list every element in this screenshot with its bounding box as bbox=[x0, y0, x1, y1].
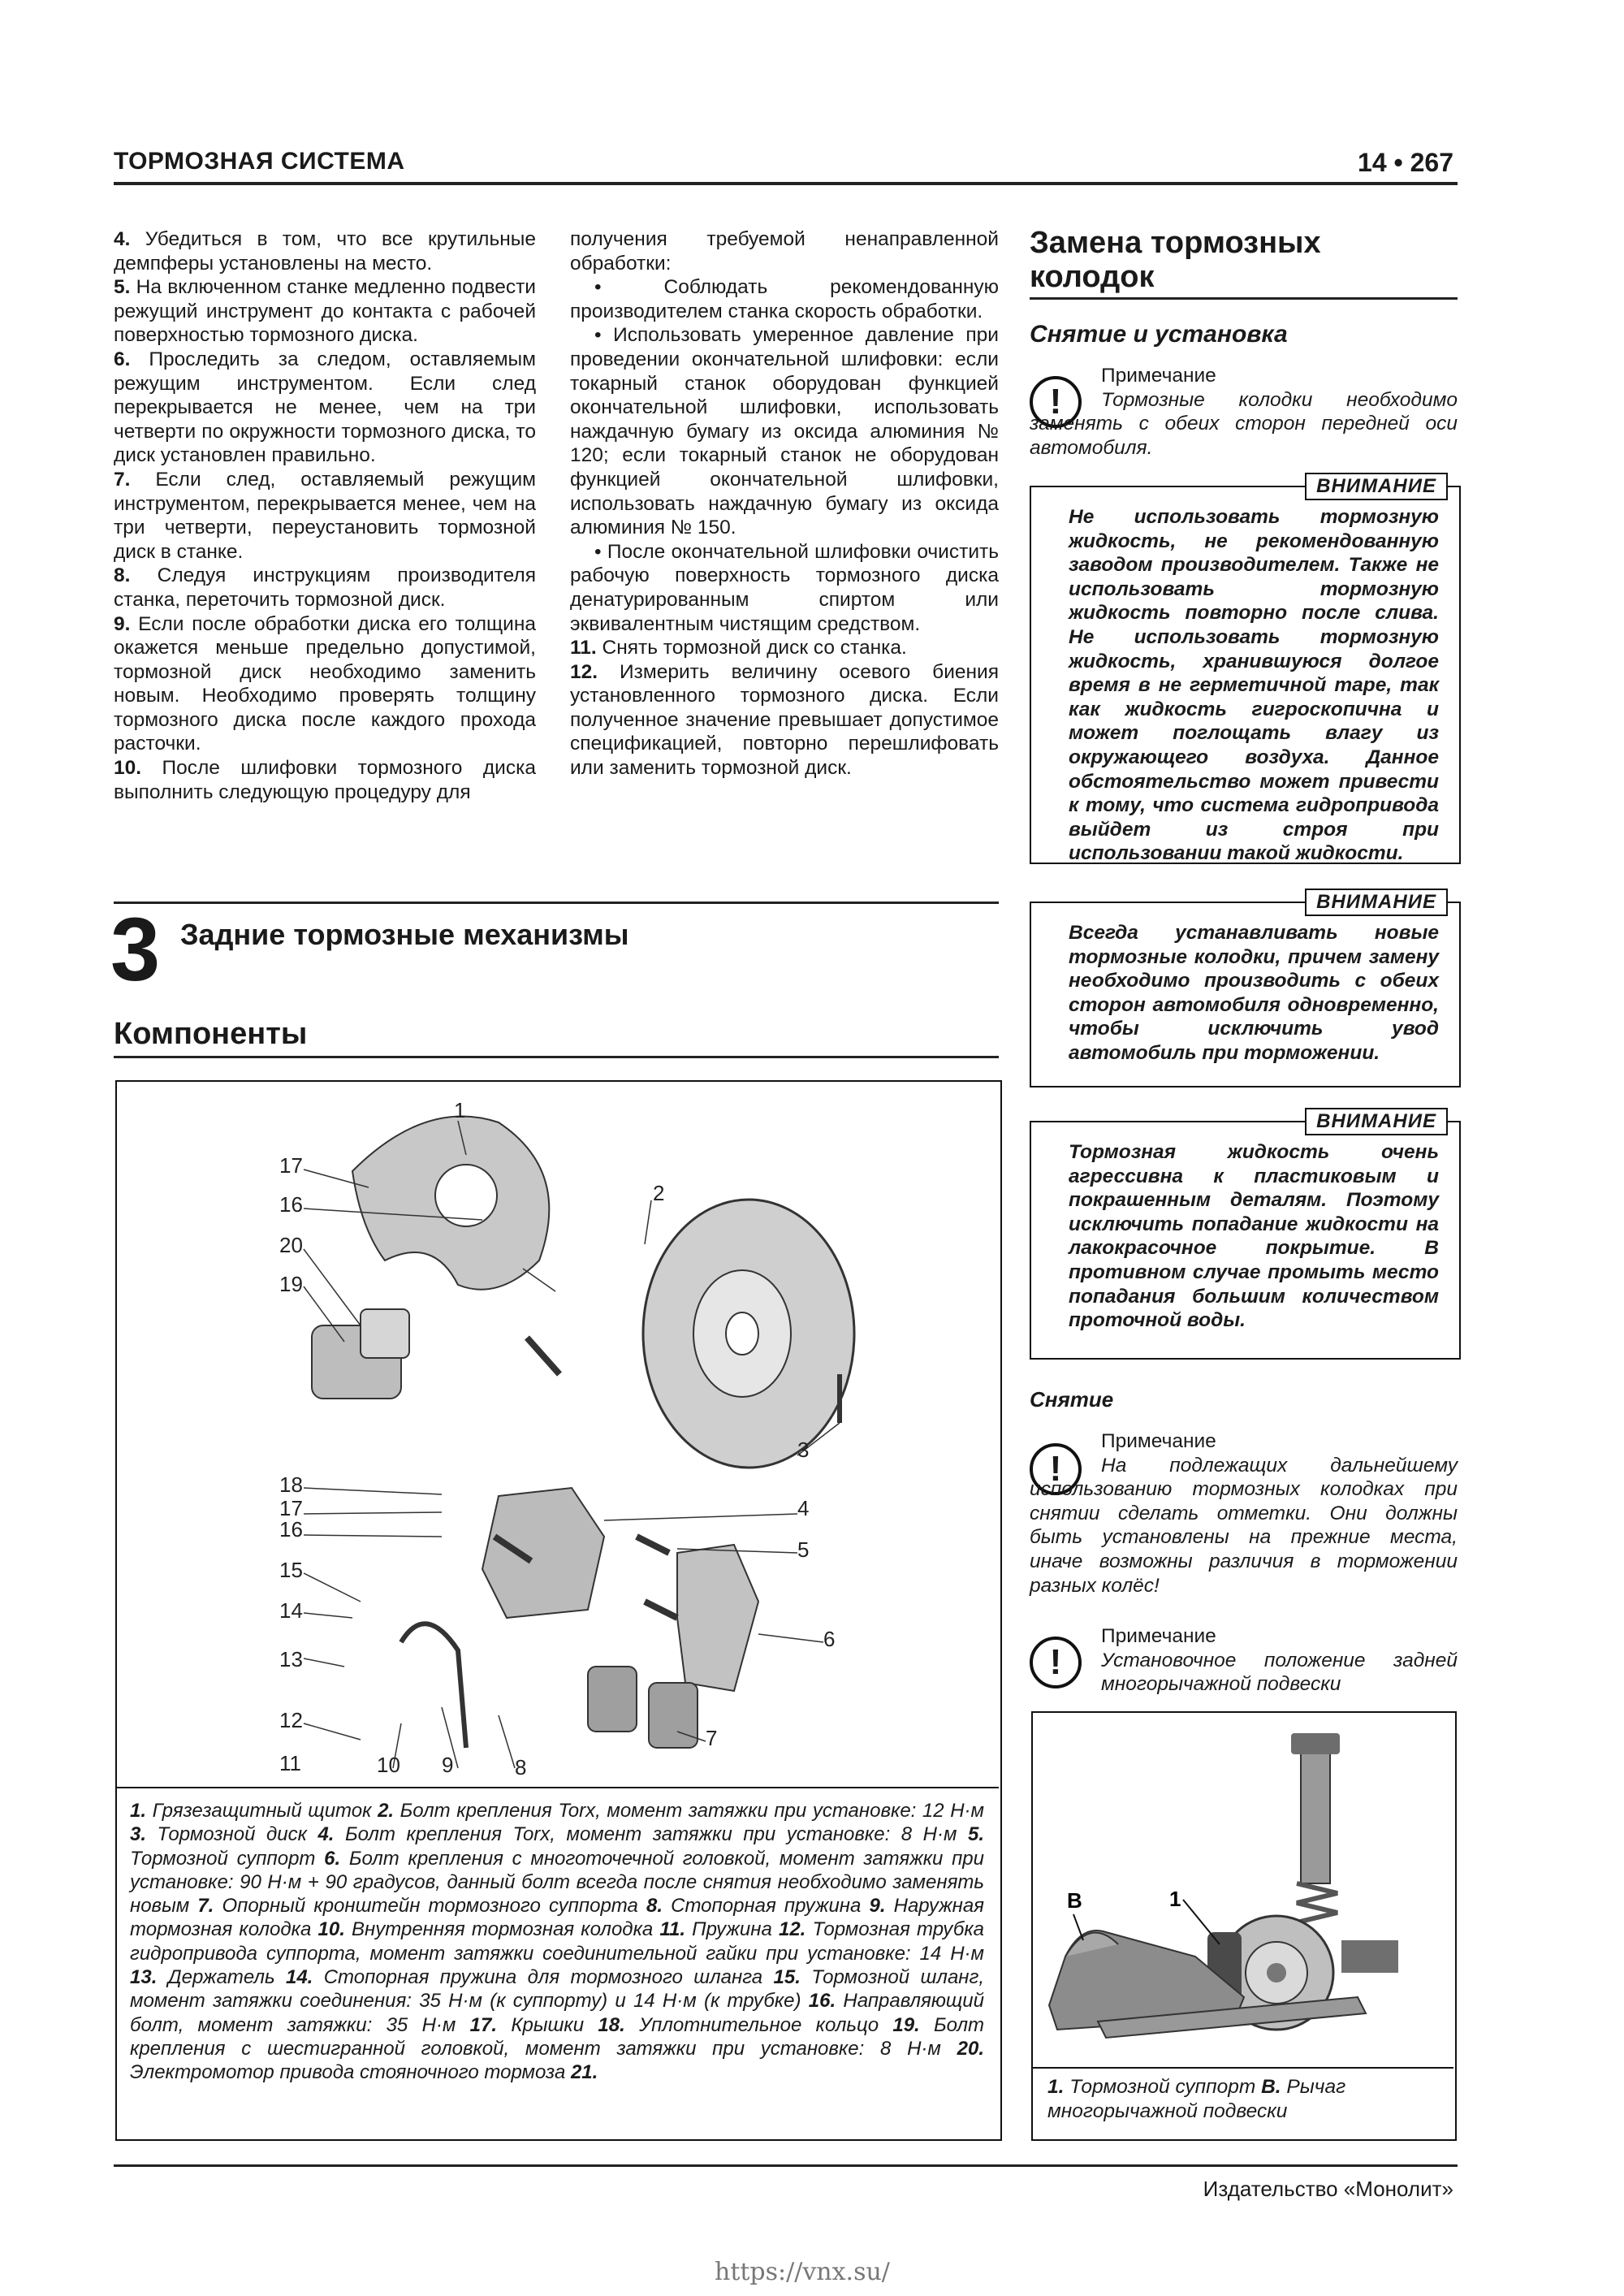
diagram-callout-16: 16 bbox=[279, 1517, 303, 1541]
exclamation-icon: ! bbox=[1030, 1443, 1082, 1495]
step-text: Снять тормозной диск со станка. bbox=[596, 637, 907, 659]
caption-item-text: Наружная тормозная колодка bbox=[130, 1895, 985, 1941]
caption-item-text: Болт крепления Torx, момент затяжки при установке: 12 Н·м bbox=[394, 1800, 984, 1822]
components-heading: Компоненты bbox=[114, 1017, 308, 1051]
instruction-step bbox=[570, 636, 999, 660]
warning-box-2 bbox=[1030, 891, 1461, 1087]
diagram-callout-3: 3 bbox=[797, 1438, 810, 1462]
bullet-text: Использовать умеренное давление при проведении окончательной шлифовки: если токарный станок оборудован функцией окончательной шлифовки, использовать наждачную бумагу из оксида алюминия № 120; если токарный станок не оборудован функцией окончательной шлифовки, использовать наждачную бумагу из оксида алюминия № 150. bbox=[570, 324, 999, 539]
diagram-callout-14: 14 bbox=[279, 1598, 303, 1623]
photo-caption-num: B. bbox=[1261, 2076, 1281, 2098]
diagram-callout-19: 19 bbox=[279, 1272, 303, 1296]
step-text: Если след, оставляемый режущим инструментом, перекрывается менее, чем на три четверти, переустановить тормозной диск в станке. bbox=[114, 468, 536, 563]
caption-item-number: 8. bbox=[646, 1895, 663, 1918]
bullet-item bbox=[570, 323, 999, 539]
instruction-step bbox=[114, 275, 536, 348]
brake-exploded-diagram bbox=[117, 1082, 1000, 1787]
caption-item-number: 16. bbox=[808, 1990, 836, 2013]
exclamation-icon: ! bbox=[1030, 1637, 1082, 1688]
photo-caption-separator bbox=[1031, 2067, 1453, 2069]
caption-item-text: Стопорная пружина для тормозного шланга bbox=[313, 1966, 774, 1989]
step-list bbox=[570, 636, 999, 780]
diagram-callout-1: 1 bbox=[454, 1098, 466, 1122]
warning-tag: ВНИМАНИЕ bbox=[1305, 473, 1448, 500]
caption-item-text: Болт крепления Torx, момент затяжки при установке: 8 Н·м bbox=[334, 1823, 968, 1846]
caption-item-text: Тормозной диск bbox=[146, 1823, 318, 1846]
photo-caption bbox=[1047, 2075, 1445, 2123]
text-column-2 bbox=[570, 227, 999, 780]
header-rule bbox=[114, 182, 1458, 185]
section-rule bbox=[114, 902, 999, 904]
diagram-callout-5: 5 bbox=[797, 1537, 810, 1562]
warning-box-1 bbox=[1030, 475, 1461, 865]
note-3 bbox=[1030, 1624, 1458, 1697]
step-number: 6. bbox=[114, 348, 131, 370]
step-number: 8. bbox=[114, 564, 131, 587]
instruction-step bbox=[114, 756, 536, 804]
bullet-item bbox=[570, 540, 999, 636]
title-rule bbox=[1030, 297, 1458, 300]
page-number: 14 • 267 bbox=[1358, 148, 1453, 177]
caption-item-text: Тормозная трубка гидропривода суппорта, момент затяжки соединительной гайки при установке: 14 Н·м bbox=[130, 1918, 984, 1965]
text-column-1 bbox=[114, 227, 536, 804]
components-rule bbox=[114, 1056, 999, 1058]
bullet-text: После окончательной шлифовки очистить рабочую поверхность тормозного диска денатурированным спиртом или эквивалентным чистящим средством. bbox=[570, 540, 1000, 635]
diagram-caption-separator bbox=[115, 1787, 999, 1788]
caption-item-text: Грязезащитный щиток bbox=[146, 1800, 378, 1822]
caption-item-number: 9. bbox=[869, 1895, 886, 1918]
caption-item-text: Тормозной суппорт bbox=[130, 1847, 325, 1870]
step-text: На включенном станке медленно подвести режущий инструмент до контакта с рабочей поверхностью тормозного диска. bbox=[114, 276, 536, 347]
warning-2-text: Всегда устанавливать новые тормозные колодки, причем замену необходимо производить с обеих сторон автомобиля одновременно, чтобы исключить увод автомобиль при торможении. bbox=[1069, 922, 1439, 1064]
warning-3-text: Тормозная жидкость очень агрессивна к пластиковым и покрашенным деталям. Поэтому исключить попадание жидкости на лакокрасочное покрытие. В противном случае промыть место попадания большим количеством проточной воды. bbox=[1069, 1141, 1439, 1332]
caption-item-number: 14. bbox=[285, 1966, 313, 1989]
section-number: 3 bbox=[110, 900, 161, 1000]
caption-item-text: Болт крепления с шестигранной головкой, момент затяжки при установке: 8 Н·м bbox=[130, 2013, 985, 2060]
caption-item-number: 18. bbox=[598, 2013, 625, 2036]
diagram-callout-17: 17 bbox=[279, 1496, 303, 1520]
caption-item-number: 7. bbox=[197, 1895, 214, 1918]
caption-item-number: 15. bbox=[773, 1966, 801, 1989]
warning-box-3 bbox=[1030, 1110, 1461, 1360]
caption-item-text: Стопорная пружина bbox=[663, 1895, 870, 1918]
photo-label-1: 1 bbox=[1169, 1887, 1181, 1911]
note-3-head: Примечание bbox=[1101, 1625, 1216, 1647]
photo-label-b: B bbox=[1067, 1888, 1082, 1913]
subheading-removal: Снятие bbox=[1030, 1387, 1114, 1412]
diagram-callout-17: 17 bbox=[279, 1153, 303, 1178]
diagram-callout-10: 10 bbox=[377, 1753, 400, 1777]
caption-item-text: Направляющий болт, момент затяжки: 35 Н·м bbox=[130, 1990, 985, 2036]
instruction-step bbox=[114, 564, 536, 612]
warning-tag: ВНИМАНИЕ bbox=[1305, 889, 1448, 916]
note-1 bbox=[1030, 364, 1458, 460]
caption-item-number: 6. bbox=[324, 1847, 341, 1870]
step-text: Следуя инструкциям производителя станка, переточить тормозной диск. bbox=[114, 564, 536, 611]
bullet-list bbox=[570, 275, 999, 636]
note-2-head: Примечание bbox=[1101, 1430, 1216, 1452]
step-number: 5. bbox=[114, 276, 131, 299]
caption-item-text: Уплотнительное кольцо bbox=[624, 2013, 893, 2036]
diagram-callout-6: 6 bbox=[823, 1627, 836, 1651]
caption-item-number: 13. bbox=[130, 1966, 158, 1989]
step-number: 7. bbox=[114, 468, 131, 491]
section-title: Задние тормозные механизмы bbox=[180, 918, 629, 951]
publisher-footer: Издательство «Монолит» bbox=[1203, 2177, 1453, 2201]
step-text: Если после обработки диска его толщина окажется меньше предельно допустимой, тормозной диск необходимо заменить новым. Необходимо проверять толщину тормозного диска после каждого прохода расточки. bbox=[114, 612, 536, 755]
caption-item-text: Электромотор привода стояночного тормоза bbox=[130, 2061, 571, 2084]
caption-item-number: 4. bbox=[317, 1823, 335, 1846]
diagram-callout-2: 2 bbox=[653, 1181, 665, 1205]
step-text: Измерить величину осевого биения установленного тормозного диска. Если полученное значение превышает допустимое спецификацией, повторно перешлифовать или заменить тормозной диск. bbox=[570, 660, 999, 780]
diagram-callout-20: 20 bbox=[279, 1233, 303, 1257]
step-number: 12. bbox=[570, 660, 598, 683]
photo-caption-text: Тормозной суппорт bbox=[1064, 2076, 1262, 2098]
instruction-step bbox=[114, 348, 536, 468]
running-header-title: ТОРМОЗНАЯ СИСТЕМА bbox=[114, 148, 405, 175]
instruction-step bbox=[570, 660, 999, 780]
caption-item-number: 2. bbox=[378, 1800, 395, 1822]
diagram-callout-13: 13 bbox=[279, 1647, 303, 1671]
diagram-callout-12: 12 bbox=[279, 1708, 303, 1732]
instruction-step bbox=[114, 468, 536, 564]
step-text: После шлифовки тормозного диска выполнить следующую процедуру для bbox=[114, 757, 536, 803]
note-1-text: Тормозные колодки необходимо заменять с обеих сторон передней оси автомобиля. bbox=[1030, 388, 1458, 459]
caption-item-text: Внутренняя тормозная колодка bbox=[344, 1918, 660, 1941]
caption-item-number: 12. bbox=[778, 1918, 806, 1941]
caption-item-text: Крышки bbox=[497, 2013, 598, 2036]
caption-item-number: 21. bbox=[570, 2061, 598, 2084]
diagram-callout-15: 15 bbox=[279, 1558, 303, 1582]
diagram-callout-11: 11 bbox=[279, 1751, 301, 1775]
caption-item-number: 19. bbox=[892, 2013, 920, 2036]
step-number: 11. bbox=[570, 637, 597, 659]
bullet-icon bbox=[594, 541, 607, 563]
col2-lead: получения требуемой ненаправленной обработки: bbox=[570, 228, 999, 275]
caption-item-text: Тормозной шланг, момент затяжки соединения: 35 Н·м (к суппорту) и 14 Н·м (к трубке) bbox=[130, 1966, 985, 2013]
bullet-item bbox=[570, 275, 999, 323]
instruction-step bbox=[114, 612, 536, 757]
diagram-callout-8: 8 bbox=[515, 1755, 527, 1779]
note-2-text: На подлежащих дальнейшему использованию тормозных колодках при снятии сделать отметки. Они должны быть установлены на прежние места, иначе возможны различия в торможении разных колёс! bbox=[1030, 1454, 1458, 1597]
note-1-head: Примечание bbox=[1101, 365, 1216, 387]
photo-caption-text: Рычаг многорычажной подвески bbox=[1047, 2076, 1346, 2122]
caption-item-text: Опорный кронштейн тормозного суппорта bbox=[214, 1895, 646, 1918]
diagram-callout-18: 18 bbox=[279, 1472, 303, 1497]
step-number: 10. bbox=[114, 757, 142, 780]
diagram-caption bbox=[130, 1799, 984, 2085]
caption-item-text: Пружина bbox=[685, 1918, 779, 1941]
footer-rule bbox=[114, 2164, 1458, 2167]
note-3-text: Установочное положение задней многорычажной подвески bbox=[1101, 1649, 1458, 1696]
bullet-text: Соблюдать рекомендованную производителем станка скорость обработки. bbox=[570, 276, 1000, 322]
bullet-icon bbox=[594, 276, 664, 298]
exclamation-icon: ! bbox=[1030, 376, 1082, 428]
step-number: 4. bbox=[114, 228, 131, 250]
suspension-photo bbox=[1033, 1713, 1455, 2069]
caption-item-text: Держатель bbox=[157, 1966, 286, 1989]
photo-caption-num: 1. bbox=[1047, 2076, 1065, 2098]
section-title-pad-replacement: Замена тормозных колодок bbox=[1030, 226, 1321, 294]
warning-tag: ВНИМАНИЕ bbox=[1305, 1108, 1448, 1135]
step-text: Проследить за следом, оставляемым режущим инструментом. Если след перекрывается не менее, чем на три четверти по окружности тормозного диска, то диск установлен правильно. bbox=[114, 348, 536, 467]
caption-item-number: 5. bbox=[968, 1823, 985, 1846]
diagram-callout-9: 9 bbox=[442, 1753, 454, 1777]
note-2 bbox=[1030, 1429, 1458, 1598]
step-text: Убедиться в том, что все крутильные демпферы установлены на место. bbox=[114, 228, 536, 275]
subheading-removal-install: Снятие и установка bbox=[1030, 321, 1288, 348]
caption-item-number: 20. bbox=[957, 2037, 984, 2060]
caption-item-text: Болт крепления с многоточечной головкой, момент затяжки при установке: 90 Н·м + 90 градусов, данный болт всегда после снятия необходимо заменять новым bbox=[130, 1847, 984, 1918]
instruction-step bbox=[114, 227, 536, 275]
diagram-callout-7: 7 bbox=[706, 1726, 718, 1750]
caption-item-number: 3. bbox=[130, 1823, 147, 1846]
warning-1-text: Не использовать тормозную жидкость, не рекомендованную заводом производителем. Также не использовать тормозную жидкость повторно после слива. Не использовать тормозную жидкость, хранившуюся долгое время в не герметичной таре, так как жидкость гигроскопична и может поглощать влагу из окружающего воздуха. Данное обстоятельство может привести к тому, что система гидропривода выйдет из строя при использовании такой жидкости. bbox=[1069, 506, 1439, 865]
bullet-icon bbox=[594, 324, 613, 346]
diagram-callout-4: 4 bbox=[797, 1496, 810, 1520]
watermark: https://vnx.su/ bbox=[715, 2258, 890, 2286]
caption-item-number: 11. bbox=[659, 1918, 686, 1941]
caption-item-number: 17. bbox=[469, 2013, 498, 2036]
caption-item-number: 10. bbox=[317, 1918, 345, 1941]
caption-item-number: 1. bbox=[130, 1800, 147, 1822]
step-number: 9. bbox=[114, 612, 131, 635]
diagram-callout-16: 16 bbox=[279, 1192, 303, 1217]
